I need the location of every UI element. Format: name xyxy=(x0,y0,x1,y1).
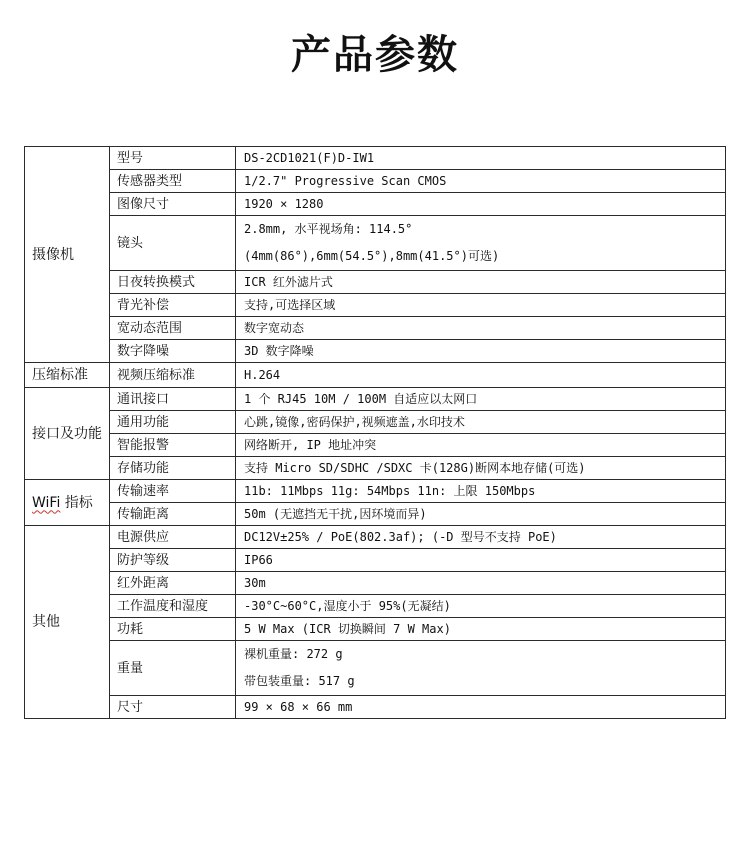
param-label: 视频压缩标准 xyxy=(110,363,236,388)
param-value: 支持 Micro SD/SDHC /SDXC 卡(128G)断网本地存储(可选) xyxy=(236,457,726,480)
table-row xyxy=(25,595,726,618)
param-value xyxy=(236,641,726,696)
param-value: -30°C~60°C,湿度小于 95%(无凝结) xyxy=(236,595,726,618)
table-row xyxy=(25,363,726,388)
table-row xyxy=(25,549,726,572)
param-label: 智能报警 xyxy=(110,434,236,457)
param-value: 1 个 RJ45 10M / 100M 自适应以太网口 xyxy=(236,388,726,411)
category-wifi-suffix: 指标 xyxy=(60,494,93,511)
table-row xyxy=(25,457,726,480)
value-line: 带包装重量: 517 g xyxy=(244,674,355,688)
table-row xyxy=(25,503,726,526)
param-value: ICR 红外滤片式 xyxy=(236,271,726,294)
param-value: 1/2.7" Progressive Scan CMOS xyxy=(236,170,726,193)
category-wifi xyxy=(25,480,110,526)
param-label: 图像尺寸 xyxy=(110,193,236,216)
param-value: 99 × 68 × 66 mm xyxy=(236,696,726,719)
table-row xyxy=(25,388,726,411)
table-row xyxy=(25,526,726,549)
table-row xyxy=(25,317,726,340)
table-row xyxy=(25,641,726,696)
param-value: 支持,可选择区域 xyxy=(236,294,726,317)
param-label: 数字降噪 xyxy=(110,340,236,363)
param-label: 功耗 xyxy=(110,618,236,641)
table-row xyxy=(25,480,726,503)
param-label: 型号 xyxy=(110,147,236,170)
param-value: DS-2CD1021(F)D-IW1 xyxy=(236,147,726,170)
param-label: 工作温度和湿度 xyxy=(110,595,236,618)
param-label: 传感器类型 xyxy=(110,170,236,193)
param-label: 重量 xyxy=(110,641,236,696)
value-line: 裸机重量: 272 g xyxy=(244,647,343,661)
param-label: 镜头 xyxy=(110,216,236,271)
param-label: 红外距离 xyxy=(110,572,236,595)
page-title: 产品参数 xyxy=(291,32,459,78)
table-row xyxy=(25,411,726,434)
table-row xyxy=(25,216,726,271)
param-value: 3D 数字降噪 xyxy=(236,340,726,363)
value-line: (4mm(86°),6mm(54.5°),8mm(41.5°)可选) xyxy=(244,249,500,263)
param-value: 心跳,镜像,密码保护,视频遮盖,水印技术 xyxy=(236,411,726,434)
param-label: 防护等级 xyxy=(110,549,236,572)
category-wifi-word: WiFi xyxy=(32,494,61,511)
param-label: 尺寸 xyxy=(110,696,236,719)
category-camera: 摄像机 xyxy=(25,147,110,363)
param-value: 50m (无遮挡无干扰,因环境而异) xyxy=(236,503,726,526)
param-value: 网络断开, IP 地址冲突 xyxy=(236,434,726,457)
param-value: 数字宽动态 xyxy=(236,317,726,340)
category-interface: 接口及功能 xyxy=(25,388,110,480)
table-row xyxy=(25,696,726,719)
param-value: DC12V±25% / PoE(802.3af); (-D 型号不支持 PoE) xyxy=(236,526,726,549)
table-row xyxy=(25,618,726,641)
param-label: 传输距离 xyxy=(110,503,236,526)
param-value: 5 W Max (ICR 切换瞬间 7 W Max) xyxy=(236,618,726,641)
param-label: 电源供应 xyxy=(110,526,236,549)
param-label: 背光补偿 xyxy=(110,294,236,317)
table-row xyxy=(25,170,726,193)
param-label: 日夜转换模式 xyxy=(110,271,236,294)
param-value: IP66 xyxy=(236,549,726,572)
param-value: 1920 × 1280 xyxy=(236,193,726,216)
param-value xyxy=(236,216,726,271)
category-other: 其他 xyxy=(25,526,110,719)
table-row xyxy=(25,572,726,595)
param-label: 通用功能 xyxy=(110,411,236,434)
param-value: H.264 xyxy=(236,363,726,388)
table-row xyxy=(25,147,726,170)
param-label: 通讯接口 xyxy=(110,388,236,411)
table-row xyxy=(25,294,726,317)
param-label: 宽动态范围 xyxy=(110,317,236,340)
table-row xyxy=(25,434,726,457)
value-line: 2.8mm, 水平视场角: 114.5° xyxy=(244,222,413,236)
table-row xyxy=(25,193,726,216)
param-label: 存储功能 xyxy=(110,457,236,480)
category-compression: 压缩标准 xyxy=(25,363,110,388)
param-value: 30m xyxy=(236,572,726,595)
table-row xyxy=(25,271,726,294)
param-label: 传输速率 xyxy=(110,480,236,503)
param-value: 11b: 11Mbps 11g: 54Mbps 11n: 上限 150Mbps xyxy=(236,480,726,503)
table-row xyxy=(25,340,726,363)
spec-table xyxy=(24,146,726,719)
